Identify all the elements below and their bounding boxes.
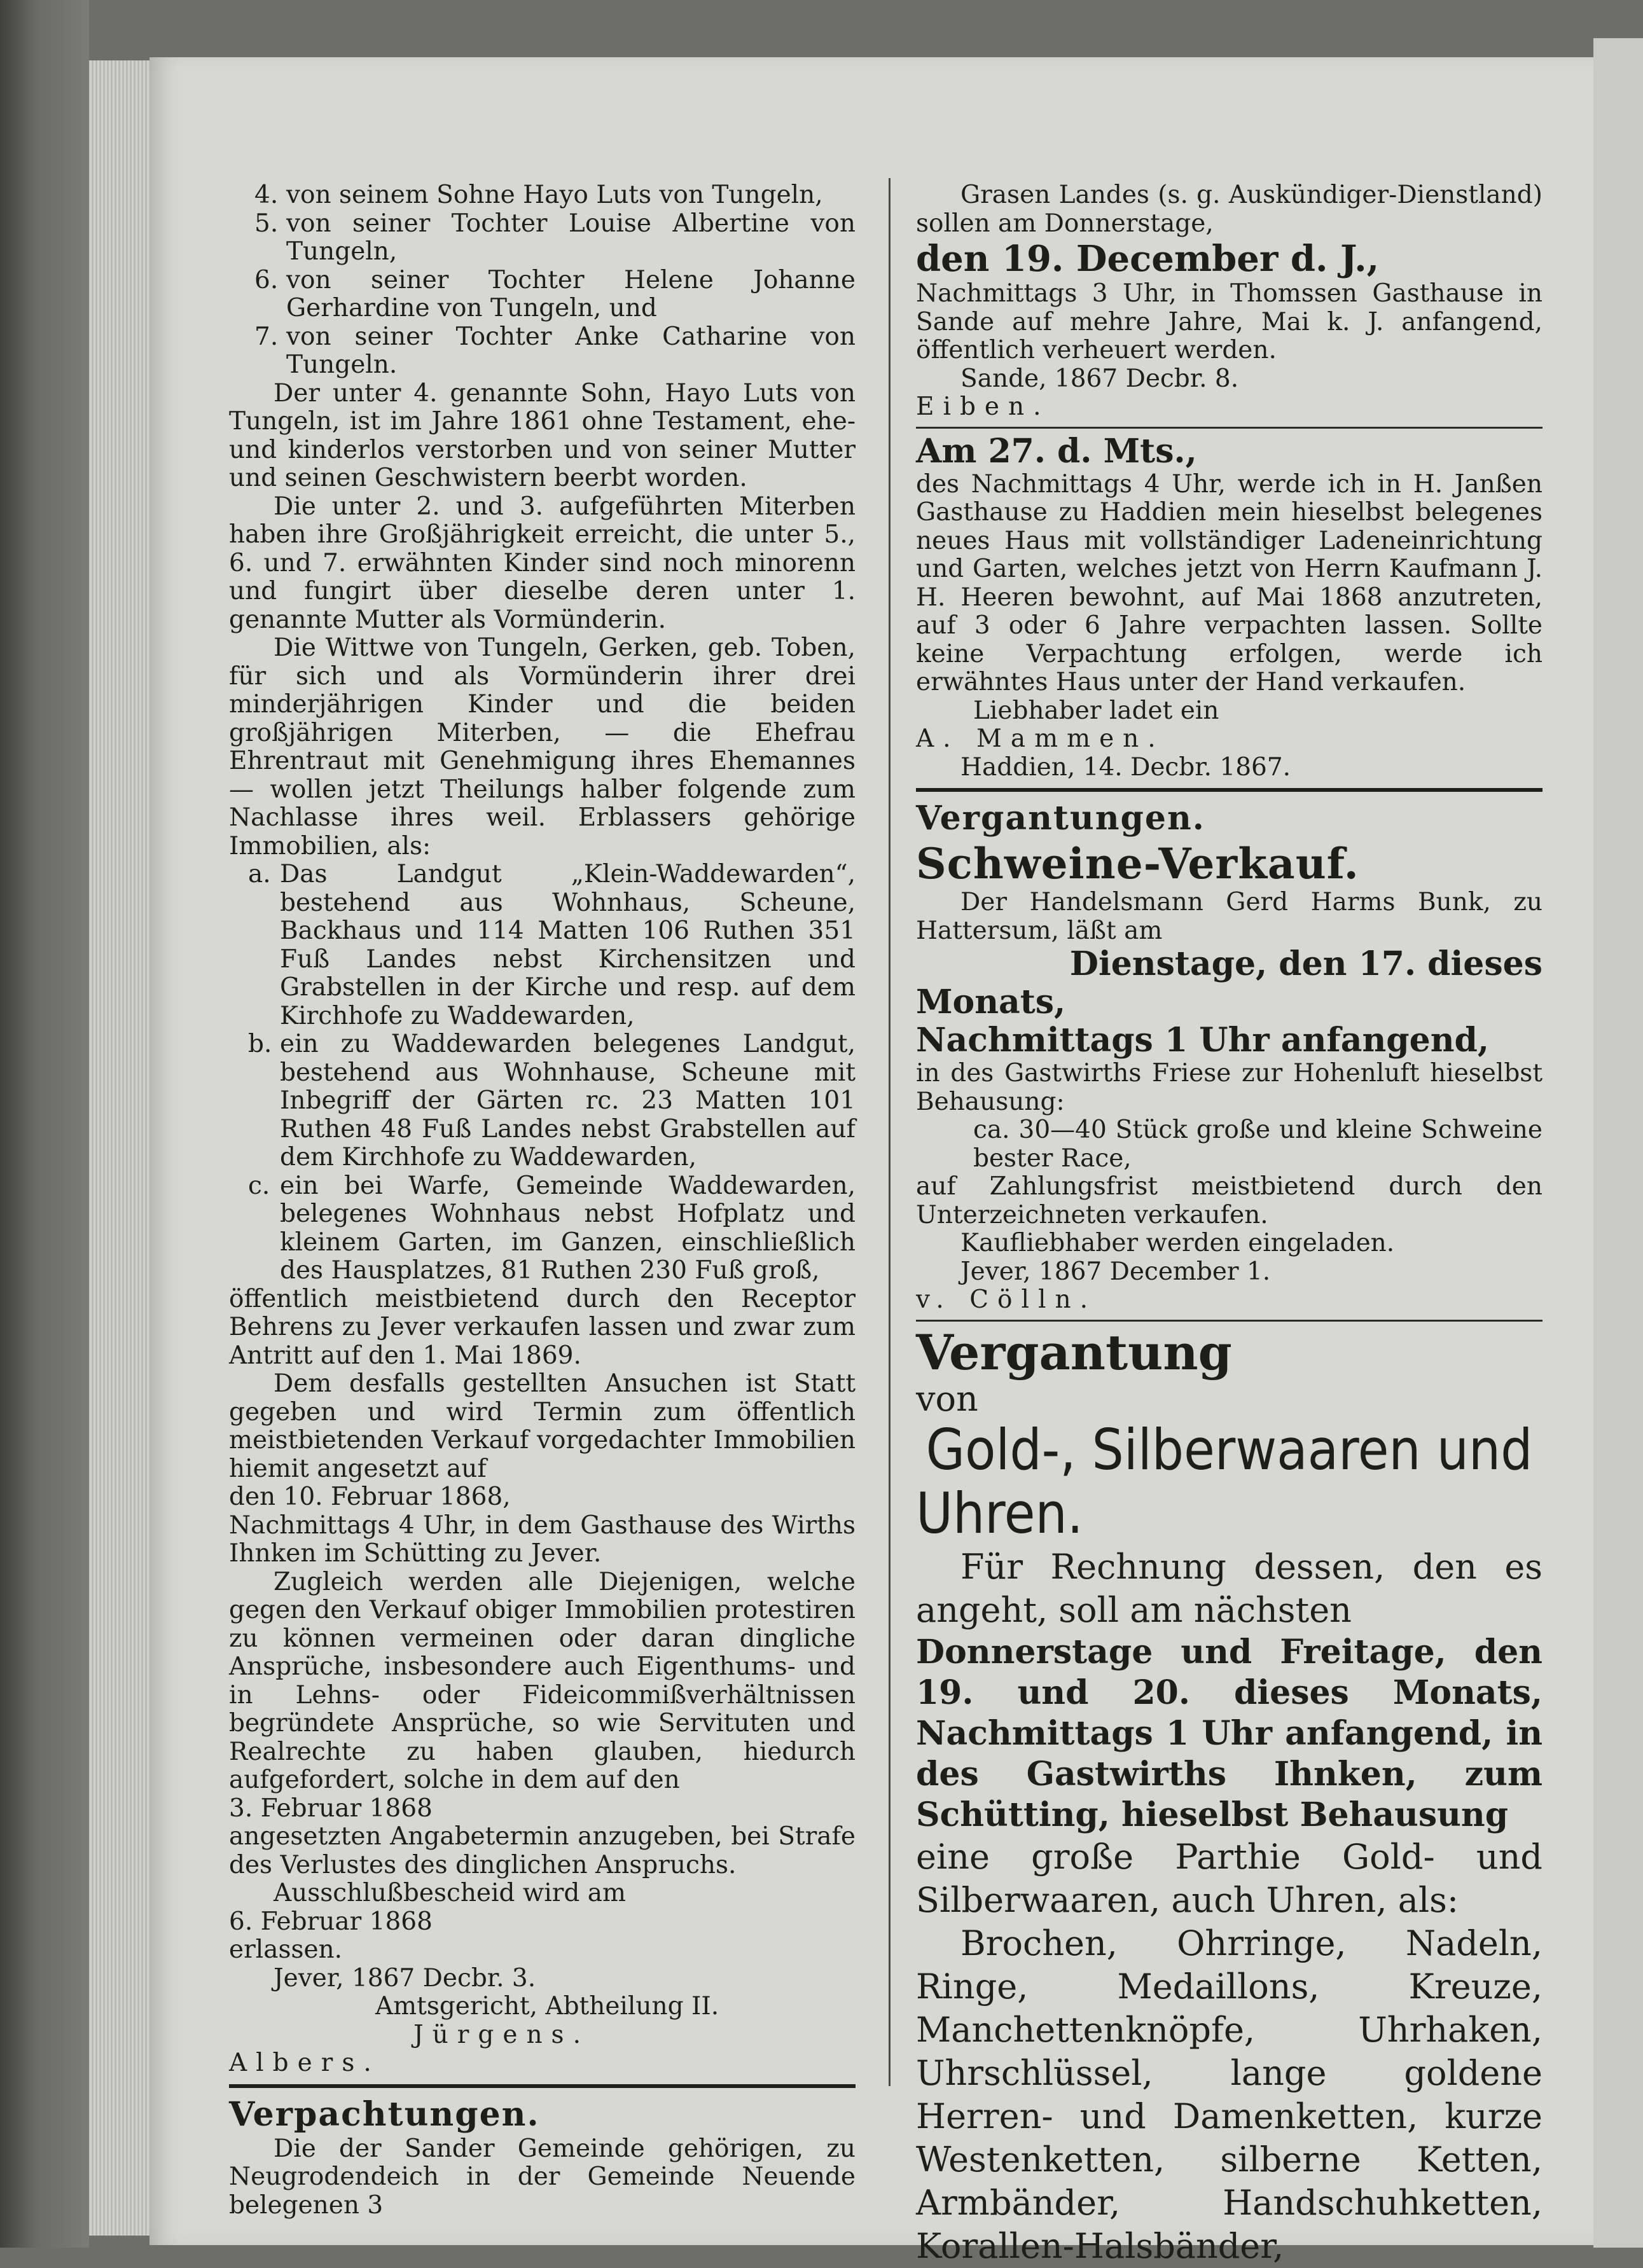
lease-date: den 19. December d. J.,	[916, 238, 1380, 280]
paragraph: Die unter 2. und 3. aufgeführten Miterben haben ihre Großjährigkeit erreicht, die unter 5., 6. und 7. erwähnten Kinder sind noch minorenn und fungirt über dieselbe deren unter 1. genannte Mutter als Vormünderin.	[229, 492, 856, 634]
invite-text: Liebhaber ladet ein	[973, 696, 1219, 725]
column-divider	[889, 178, 891, 2086]
ad-subtitle: von	[916, 1378, 978, 1419]
list-item: 6. von seiner Tochter Helene Johanne Gerhardine von Tungeln, und	[254, 265, 856, 322]
invite-text: Kaufliebhaber werden eingeladen.	[960, 1229, 1395, 1257]
list-item: 7. von seiner Tochter Anke Catharine von Tungeln.	[254, 322, 856, 379]
pig-time: Nachmittags 1 Uhr anfangend,	[916, 1021, 1489, 1060]
section-rule	[229, 2084, 856, 2088]
paragraph: Nachmittags 4 Uhr, in dem Gasthause des Wirths Ihnken im Schütting zu Jever.	[229, 1511, 856, 1568]
judge-signature: Jürgens.	[413, 2020, 590, 2049]
paragraph: Der unter 4. genannte Sohn, Hayo Luts von Tungeln, ist im Jahre 1861 ohne Testament, ehe- und kinderlos verstorben und von seiner Mutter und seinen Geschwistern beerbt worden.	[229, 378, 856, 492]
term-date: den 10. Februar 1868,	[229, 1483, 511, 1511]
left-column	[229, 181, 856, 2220]
paragraph: in des Gastwirths Friese zur Hohenluft hieselbst Behausung:	[916, 1059, 1542, 1116]
heirs-list	[229, 181, 856, 380]
right-column	[916, 181, 1542, 2268]
paragraph: eine große Parthie Gold- und Silberwaaren, auch Uhren, als:	[916, 1836, 1542, 1920]
paragraph: Dem desfalls gestellten Ansuchen ist Statt gegeben und wird Termin zum öffentlich meistbietenden Verkauf vorgedachter Immobilien hiemit angesetzt auf	[229, 1369, 856, 1483]
paragraph: des Nachmittags 4 Uhr, werde ich in H. Janßen Gasthause zu Haddien mein hieselbst belegenes neues Haus mit vollständiger Ladeneinrichtung und Garten, welches jetzt von Herrn Kaufmann J. H. Heeren bewohnt, auf Mai 1868 anzutreten, auf 3 oder 6 Jahre verpachten lassen. Sollte keine Verpachtung erfolgen, werde ich erwähntes Haus unter der Hand verkaufen.	[916, 469, 1542, 696]
ad-title: Schweine-Verkauf.	[916, 839, 1359, 889]
paragraph: Ausschlußbescheid wird am	[274, 1879, 626, 1907]
pig-date: Dienstage, den 17. dieses Monats,	[916, 944, 1542, 1021]
signature: A. Mammen.	[916, 724, 1165, 753]
ad-rule	[916, 427, 1542, 429]
court-name: Amtsgericht, Abtheilung II.	[375, 1992, 719, 2021]
goods-list: Brochen, Ohrringe, Nadeln, Ringe, Medaillons, Kreuze, Manchettenknöpfe, Uhrhaken, Uhrschlüssel, lange goldene Herren- und Damenketten, kurze Westenketten, silberne Ketten, Armbänder, Handschuhketten, Korallen-Halsbänder,	[916, 1923, 1542, 2266]
decision-date: 6. Februar 1868	[229, 1907, 433, 1936]
ad-rule	[916, 1320, 1542, 1322]
paragraph: Die Wittwe von Tungeln, Gerken, geb. Toben, für sich und als Vormünderin ihrer drei minderjährigen Kinder und die beiden großjährigen Miterben, — die Ehefrau Ehrentraut mit Genehmigung ihres Ehemannes — wollen jetzt Theilungs halber folgende zum Nachlasse ihres weil. Erblassers gehörige Immobilien, als:	[229, 633, 856, 861]
auction-date-place: Donnerstage und Freitage, den 19. und 20. dieses Monats, Nachmittags 1 Uhr anfangend, in des Gastwirths Ihnken, zum Schütting, hieselbst Behausung	[916, 1632, 1542, 1834]
section-rule	[916, 788, 1542, 792]
section-heading: Vergantungen.	[916, 799, 1205, 838]
paragraph: Für Rechnung dessen, den es angeht, soll am nächsten	[916, 1546, 1542, 1630]
issued-text: erlassen.	[229, 1935, 343, 1964]
section-heading: Verpachtungen.	[229, 2094, 540, 2134]
paragraph: auf Zahlungsfrist meistbietend durch den Unterzeichneten verkaufen.	[916, 1172, 1542, 1229]
place-date: Jever, 1867 Decbr. 3.	[274, 1963, 536, 1993]
adjacent-page-strip	[1593, 38, 1643, 2248]
place-date: Jever, 1867 December 1.	[960, 1257, 1271, 1286]
property-list	[229, 861, 856, 1285]
paragraph: Der Handelsmann Gerd Harms Bunk, zu Hattersum, läßt am	[916, 888, 1542, 945]
list-item: 5. von seiner Tochter Louise Albertine von Tungeln,	[254, 209, 856, 266]
ad-heading: Am 27. d. Mts.,	[916, 431, 1197, 471]
paragraph: Nachmittags 3 Uhr, in Thomssen Gasthause in Sande auf mehre Jahre, Mai k. J. anfangend, öffentlich verheuert werden.	[916, 279, 1542, 364]
place-date: Sande, 1867 Decbr. 8.	[960, 364, 1239, 393]
list-item: a. Das Landgut „Klein-Waddewarden“, bestehend aus Wohnhaus, Scheune, Backhaus und 114 Matten 106 Ruthen 351 Fuß Landes nebst Kirchensitzen und Grabstellen in der Kirche und resp. auf dem Kirchhofe zu Waddewarden,	[248, 860, 856, 1030]
claim-date: 3. Februar 1868	[229, 1794, 433, 1823]
signature: v. Cölln.	[916, 1285, 1097, 1314]
list-item: 4. von seinem Sohne Hayo Luts von Tungeln,	[254, 181, 823, 209]
paragraph: Grasen Landes (s. g. Auskündiger-Dienstland) sollen am Donnerstage,	[916, 181, 1542, 238]
list-item: b. ein zu Waddewarden belegenes Landgut, bestehend aus Wohnhause, Scheune mit Inbegriff der Gärten rc. 23 Matten 101 Ruthen 48 Fuß Landes nebst Grabstellen auf dem Kirchhofe zu Waddewarden,	[248, 1030, 856, 1172]
ad-title: Vergantung	[916, 1324, 1232, 1381]
ad-goods-title: Gold-, Silberwaaren und Uhren.	[916, 1416, 1533, 1546]
signature: Eiben.	[916, 392, 1050, 421]
place-date: Haddien, 14. Decbr. 1867.	[960, 752, 1291, 782]
book-spine-edge	[0, 0, 89, 2248]
paragraph: Die der Sander Gemeinde gehörigen, zu Neugrodendeich in der Gemeinde Neuende belegenen 3	[229, 2134, 856, 2220]
paragraph: öffentlich meistbietend durch den Receptor Behrens zu Jever verkaufen lassen und zwar zum Antritt auf den 1. Mai 1869.	[229, 1284, 856, 1370]
paragraph: Zugleich werden alle Diejenigen, welche gegen den Verkauf obiger Immobilien protestiren zu können vermeinen oder daran dingliche Ansprüche, insbesondere auch Eigenthums- und in Lehns- oder Fideicommißverhältnissen begründete Ansprüche, so wie Servituten und Realrechte zu haben glauben, hiedurch aufgefordert, solche in dem auf den	[229, 1567, 856, 1794]
paragraph: angesetzten Angabetermin anzugeben, bei Strafe des Verlustes des dinglichen Anspruchs.	[229, 1822, 856, 1879]
list-item: c. ein bei Warfe, Gemeinde Waddewarden, belegenes Wohnhaus nebst Hofplatz und kleinem Garten, im Ganzen, einschließlich des Hausplatzes, 81 Ruthen 230 Fuß groß,	[248, 1171, 856, 1285]
page-stack-edge	[89, 60, 159, 2236]
clerk-signature: Albers.	[229, 2049, 380, 2077]
paragraph: ca. 30—40 Stück große und kleine Schweine bester Race,	[973, 1116, 1542, 1173]
